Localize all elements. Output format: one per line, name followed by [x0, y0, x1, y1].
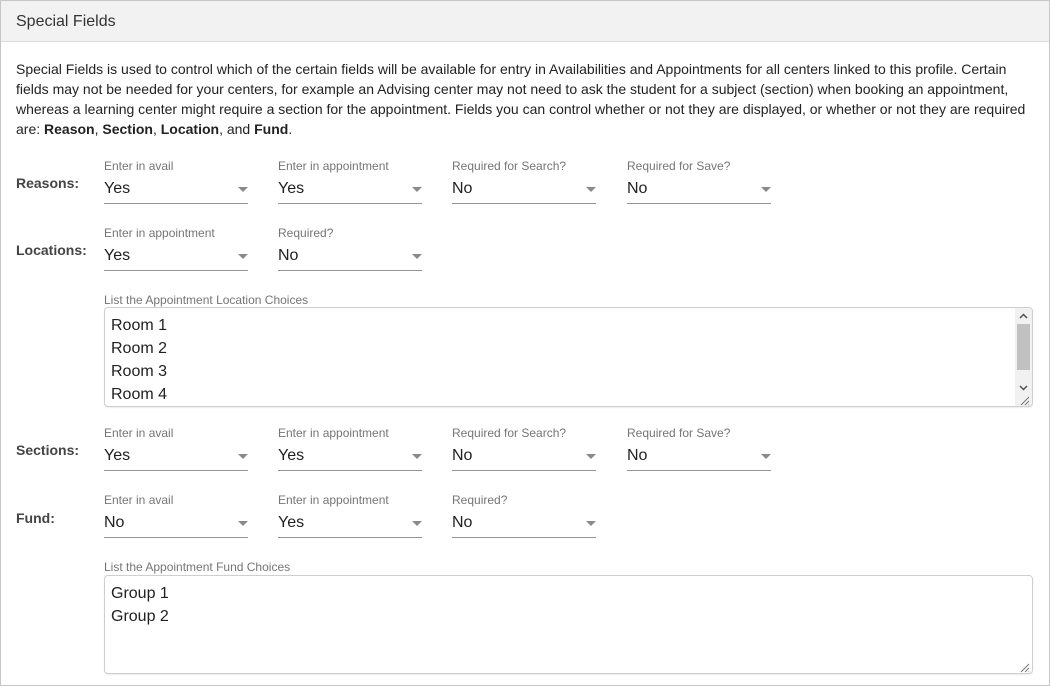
- field-label: Required?: [452, 493, 508, 507]
- description-text: Special Fields is used to control which of the certain fields will be available for entry in Availabilities and Appointments for all centers linked to this profile. Certain fields may not be needed for your centers, for example an Advising center may not need to ask the student for a subject (section) when booking an appointment, whereas a learning center might require a section for the appointment. Fields you can control whether or not they are displayed, or whether or not they are required are:: [16, 61, 1026, 137]
- choice-line: Room 2: [111, 340, 168, 357]
- dropdown-arrow-icon: [238, 454, 248, 459]
- sections-enter-in-appointment-field: [278, 426, 422, 471]
- fund-required-field: [452, 493, 596, 538]
- select-value: Yes: [104, 247, 131, 264]
- sections-required-for-save-field: [627, 426, 771, 471]
- sections-enter-in-appointment-select[interactable]: [278, 440, 422, 471]
- description-separator: ,: [152, 121, 161, 137]
- resize-handle-icon[interactable]: [1019, 393, 1030, 404]
- locations-required-field: [278, 226, 422, 271]
- textarea-content: [111, 582, 169, 628]
- dropdown-arrow-icon: [412, 454, 422, 459]
- reasons-enter-in-avail-field: [104, 159, 248, 204]
- select-value: No: [452, 447, 473, 464]
- fund-enter-in-avail-select[interactable]: [104, 507, 248, 538]
- sections-required-for-search-select[interactable]: [452, 440, 596, 471]
- select-value: Yes: [278, 514, 305, 531]
- description: [16, 59, 1031, 139]
- field-label: Enter in avail: [104, 493, 174, 507]
- select-value: No: [452, 180, 473, 197]
- dropdown-arrow-icon: [238, 254, 248, 259]
- sections-label: Sections:: [16, 442, 80, 458]
- textarea-content: [111, 314, 167, 406]
- field-label: Required?: [278, 226, 334, 240]
- reasons-label: Reasons:: [16, 175, 80, 191]
- reasons-required-for-save-field: [627, 159, 771, 204]
- reasons-enter-in-appointment-field: [278, 159, 422, 204]
- dropdown-arrow-icon: [586, 521, 596, 526]
- fund-label: Fund:: [16, 510, 55, 526]
- reasons-enter-in-avail-select[interactable]: [104, 173, 248, 204]
- dropdown-arrow-icon: [412, 187, 422, 192]
- sections-required-for-search-field: [452, 426, 596, 471]
- locations-enter-in-appointment-field: [104, 226, 248, 271]
- description-separator: , and: [219, 121, 255, 137]
- description-separator: ,: [94, 121, 103, 137]
- panel-title: Special Fields: [1, 1, 1049, 42]
- fund-enter-in-appointment-field: [278, 493, 422, 538]
- select-value: No: [104, 514, 125, 531]
- reasons-required-for-save-select[interactable]: [627, 173, 771, 204]
- field-label: Enter in appointment: [104, 226, 215, 240]
- select-value: Yes: [278, 180, 305, 197]
- field-label: Required for Search?: [452, 159, 567, 173]
- fund-choices-label: List the Appointment Fund Choices: [104, 560, 291, 574]
- fund-required-select[interactable]: [452, 507, 596, 538]
- dropdown-arrow-icon: [412, 254, 422, 259]
- choice-line: Room 4: [111, 386, 168, 403]
- select-value: No: [452, 514, 473, 531]
- choice-line: Group 1: [111, 585, 169, 602]
- locations-required-select[interactable]: [278, 240, 422, 271]
- fund-enter-in-avail-field: [104, 493, 248, 538]
- resize-handle-icon[interactable]: [1019, 660, 1030, 671]
- reasons-enter-in-appointment-select[interactable]: [278, 173, 422, 204]
- choice-line: Room 3: [111, 363, 168, 380]
- description-field-location: Location: [160, 121, 220, 137]
- reasons-required-for-search-field: [452, 159, 596, 204]
- description-field-reason: Reason: [44, 121, 95, 137]
- field-label: Enter in appointment: [278, 159, 389, 173]
- dropdown-arrow-icon: [761, 187, 771, 192]
- dropdown-arrow-icon: [586, 454, 596, 459]
- field-label: Enter in appointment: [278, 493, 389, 507]
- vertical-scrollbar[interactable]: [1015, 308, 1032, 406]
- reasons-required-for-search-select[interactable]: [452, 173, 596, 204]
- dropdown-arrow-icon: [586, 187, 596, 192]
- sections-enter-in-avail-select[interactable]: [104, 440, 248, 471]
- select-value: No: [627, 180, 648, 197]
- location-choices-label: List the Appointment Location Choices: [104, 293, 309, 307]
- sections-required-for-save-select[interactable]: [627, 440, 771, 471]
- dropdown-arrow-icon: [238, 187, 248, 192]
- description-end: .: [288, 121, 293, 137]
- choice-line: Room 1: [111, 317, 168, 334]
- sections-enter-in-avail-field: [104, 426, 248, 471]
- field-label: Required for Save?: [627, 426, 731, 440]
- field-label: Required for Search?: [452, 426, 567, 440]
- dropdown-arrow-icon: [412, 521, 422, 526]
- field-label: Enter in avail: [104, 159, 174, 173]
- field-label: Enter in appointment: [278, 426, 389, 440]
- select-value: Yes: [104, 180, 131, 197]
- select-value: Yes: [278, 447, 305, 464]
- scrollbar-thumb[interactable]: [1017, 324, 1030, 370]
- fund-choices-textarea[interactable]: [104, 575, 1033, 674]
- dropdown-arrow-icon: [238, 521, 248, 526]
- dropdown-arrow-icon: [761, 454, 771, 459]
- field-label: Enter in avail: [104, 426, 174, 440]
- description-field-fund: Fund: [254, 121, 289, 137]
- fund-enter-in-appointment-select[interactable]: [278, 507, 422, 538]
- location-choices-textarea[interactable]: [104, 307, 1033, 407]
- locations-label: Locations:: [16, 242, 87, 258]
- description-field-section: Section: [102, 121, 153, 137]
- scroll-up-icon[interactable]: [1015, 308, 1032, 324]
- choice-line: Group 2: [111, 608, 169, 625]
- locations-enter-in-appointment-select[interactable]: [104, 240, 248, 271]
- select-value: Yes: [104, 447, 131, 464]
- field-label: Required for Save?: [627, 159, 731, 173]
- select-value: No: [627, 447, 648, 464]
- select-value: No: [278, 247, 299, 264]
